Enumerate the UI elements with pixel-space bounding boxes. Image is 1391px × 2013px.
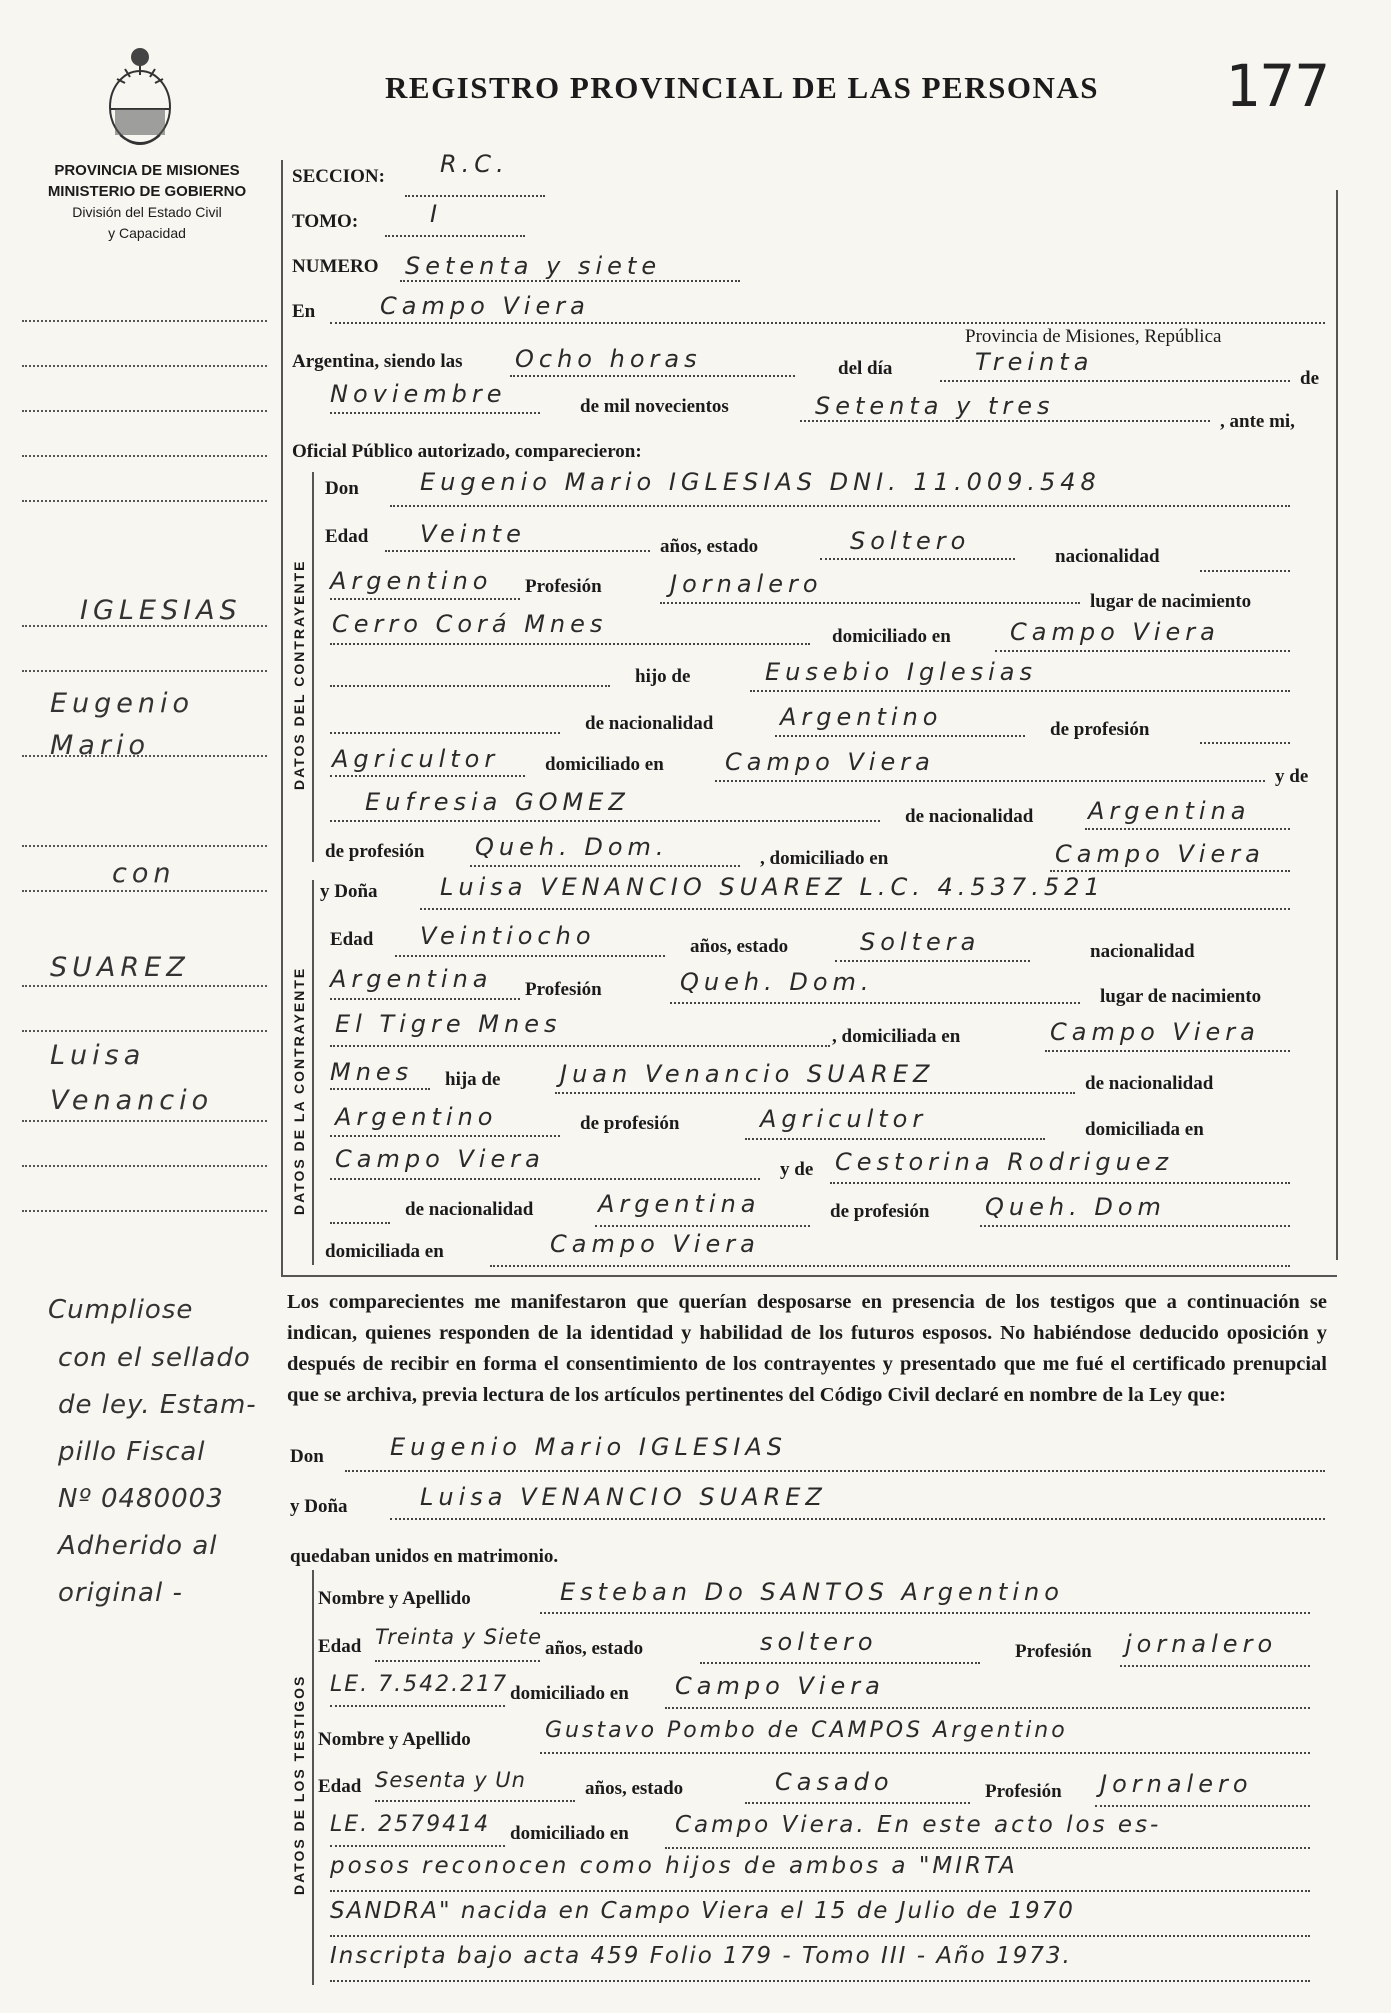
bride-lugar-label: lugar de nacimiento [1100, 986, 1262, 1007]
bride-mother-dom-value: Campo Viera [550, 1230, 760, 1258]
witness2-edad-label: Edad [318, 1776, 362, 1797]
bride-mother-prof-value: Queh. Dom [985, 1193, 1166, 1221]
final-dona-label: y Doña [290, 1496, 348, 1517]
margin-name-groom-b: Mario [50, 730, 150, 761]
numero-label: NUMERO [292, 256, 379, 277]
horas-value: Ocho horas [515, 345, 702, 373]
coat-of-arms-emblem [95, 35, 185, 155]
frame-left [281, 160, 283, 1275]
side-line [22, 890, 267, 892]
side-line [22, 365, 267, 367]
don-label: Don [325, 478, 359, 499]
capacity-label: y Capacidad [108, 225, 186, 241]
witness1-edad-value: Treinta y Siete [375, 1625, 543, 1649]
bride-estado-value: Soltera [860, 928, 981, 956]
bride-prof-label: Profesión [525, 979, 602, 1000]
en-value: Campo Viera [380, 292, 590, 320]
groom-mother-prof-value: Queh. Dom. [475, 833, 669, 861]
mes-value: Noviembre [330, 380, 507, 408]
groom-estado-label: años, estado [660, 536, 759, 557]
groom-father-dom-label: domiciliado en [545, 754, 664, 775]
bride-nac-value: Argentina [330, 965, 493, 993]
groom-mother-nac-value: Argentina [1088, 797, 1251, 825]
groom-father-nac-value: Argentino [780, 703, 943, 731]
groom-mother-prof-label: de profesión [325, 841, 425, 862]
side-line [22, 1030, 267, 1032]
side-line [22, 670, 267, 672]
witness2-dom-label: domiciliado en [510, 1823, 629, 1844]
bride-hija-label: hija de [445, 1069, 501, 1090]
bride-father-dom-label: domiciliada en [1085, 1119, 1204, 1140]
witness2-prof-label: Profesión [985, 1781, 1062, 1802]
margin-note-1: Cumpliose [48, 1295, 194, 1325]
bride-father-prof-label: de profesión [580, 1113, 680, 1134]
groom-mother-dom-value: Campo Viera [1055, 840, 1265, 868]
witness1-prof-label: Profesión [1015, 1641, 1092, 1662]
vertical-label-groom: DATOS DEL CONTRAYENTE [291, 559, 307, 790]
quedaban-label: quedaban unidos en matrimonio. [290, 1546, 559, 1567]
bride-dom-value: Campo Viera [1050, 1018, 1260, 1046]
margin-surname-bride: SUAREZ [50, 952, 190, 983]
vertical-label-bride: DATOS DE LA CONTRAYENTE [291, 966, 307, 1215]
register-title: REGISTRO PROVINCIAL DE LAS PERSONAS [385, 70, 1099, 105]
note-line-3: Inscripta bajo acta 459 Folio 179 - Tomo III - Año 1973. [330, 1943, 1072, 1969]
bracket-groom [312, 472, 314, 862]
side-line [22, 1165, 267, 1167]
folio-number: 177 [1225, 52, 1330, 120]
bride-edad-value: Veintiocho [420, 922, 596, 950]
bride-mother-prof-label: de profesión [830, 1201, 930, 1222]
witness2-estado-value: Casado [775, 1768, 894, 1796]
margin-name-bride-b: Venancio [50, 1085, 214, 1116]
dona-label: y Doña [320, 881, 378, 902]
note-line-2: SANDRA" nacida en Campo Viera el 15 de Julio de 1970 [330, 1898, 1075, 1924]
witness2-name-value: Gustavo Pombo de CAMPOS Argentino [545, 1718, 1068, 1743]
bride-dom2-value: Mnes [330, 1058, 414, 1086]
side-header [22, 160, 272, 244]
side-line [22, 985, 267, 987]
final-groom-value: Eugenio Mario IGLESIAS [390, 1433, 788, 1461]
side-line [22, 1210, 267, 1212]
ante-label: , ante mi, [1220, 411, 1295, 432]
groom-father-dom-value: Campo Viera [725, 748, 935, 776]
tomo-value: I [430, 200, 443, 228]
bride-father-dom-value: Campo Viera [335, 1145, 545, 1173]
frame-right [1336, 190, 1338, 1260]
bracket-witness [312, 1570, 314, 1985]
margin-note-2: con el sellado [58, 1343, 251, 1373]
witness2-doc-value: LE. 2579414 [330, 1812, 491, 1837]
province-label: PROVINCIA DE MISIONES [54, 162, 240, 179]
groom-hijo-label: hijo de [635, 666, 691, 687]
groom-edad-label: Edad [325, 526, 369, 547]
witness1-doc-value: LE. 7.542.217 [330, 1672, 509, 1697]
vertical-label-witnesses: DATOS DE LOS TESTIGOS [291, 1674, 307, 1895]
mil-label: de mil novecientos [580, 396, 729, 417]
note-line-1: posos reconocen como hijos de ambos a "MIRTA [330, 1853, 1018, 1879]
witness2-dom-value: Campo Viera. En este acto los es- [675, 1812, 1162, 1838]
final-bride-value: Luisa VENANCIO SUAREZ [420, 1483, 827, 1511]
seccion-label: SECCION: [292, 166, 385, 187]
groom-edad-value: Veinte [420, 520, 526, 548]
bride-y-de-label: y de [780, 1159, 814, 1180]
groom-father-prof-label: de profesión [1050, 719, 1150, 740]
margin-con: con [112, 858, 176, 889]
bride-mother-nac-label: de nacionalidad [405, 1199, 534, 1220]
margin-note-7: original - [58, 1578, 183, 1608]
margin-name-groom-a: Eugenio [50, 688, 195, 719]
bride-name-value: Luisa VENANCIO SUAREZ L.C. 4.537.521 [440, 873, 1105, 901]
groom-mother-nac-label: de nacionalidad [905, 806, 1034, 827]
witness1-dom-value: Campo Viera [675, 1672, 885, 1700]
groom-lugar-label: lugar de nacimiento [1090, 591, 1252, 612]
frame-bottom [281, 1275, 1337, 1277]
oficial-label: Oficial Público autorizado, comparecieron: [292, 441, 642, 462]
witness1-edad-label: Edad [318, 1636, 362, 1657]
bride-father-prof-value: Agricultor [760, 1105, 928, 1133]
side-line [22, 1120, 267, 1122]
ministry-label: MINISTERIO DE GOBIERNO [47, 183, 247, 200]
anio-value: Setenta y tres [815, 392, 1055, 420]
witness2-edad-value: Sesenta y Un [375, 1768, 526, 1792]
groom-prof-label: Profesión [525, 576, 602, 597]
groom-estado-value: Soltero [850, 527, 971, 555]
witness2-estado-label: años, estado [585, 1778, 684, 1799]
en-label: En [292, 301, 316, 322]
witness1-prof-value: jornalero [1125, 1630, 1278, 1658]
bride-mother-nac-value: Argentina [598, 1190, 761, 1218]
tomo-label: TOMO: [292, 211, 359, 232]
side-line [22, 455, 267, 457]
side-line [22, 320, 267, 322]
groom-nac-value: Argentino [330, 567, 493, 595]
margin-note-3: de ley. Estam- [58, 1390, 257, 1420]
provincia-label: Provincia de Misiones, República [965, 326, 1222, 347]
declaration-paragraph: Los comparecientes me manifestaron que querían desposarse en presencia de los testigos que a continuación se indican, quienes responden de la identidad y habilidad de los futuros esposos. No habiéndose deducido oposición y después de recibir en forma el consentimiento de los contrayentes y presentado que me fué el certificado prenupcial que se archiva, previa lectura de los artículos pertinentes del Código Civil declaré en nombre de la Ley que: [287, 1291, 1327, 1406]
argentina-label: Argentina, siendo las [292, 351, 463, 372]
groom-name-value: Eugenio Mario IGLESIAS DNI. 11.009.548 [420, 468, 1101, 496]
bride-mother-value: Cestorina Rodriguez [835, 1148, 1174, 1176]
numero-value: Setenta y siete [405, 252, 662, 280]
groom-father-prof-value: Agricultor [332, 745, 500, 773]
groom-father-value: Eusebio Iglesias [765, 658, 1037, 686]
del-dia-label: del día [838, 358, 893, 379]
groom-father-nac-label: de nacionalidad [585, 713, 714, 734]
groom-dom-label: domiciliado en [832, 626, 951, 647]
bride-father-value: Juan Venancio SUAREZ [560, 1060, 935, 1088]
bride-edad-label: Edad [330, 929, 374, 950]
bride-lugar-value: El Tigre Mnes [335, 1010, 562, 1038]
bride-prof-value: Queh. Dom. [680, 968, 874, 996]
margin-note-4: pillo Fiscal [58, 1437, 206, 1467]
bride-father-nac-label: de nacionalidad [1085, 1073, 1214, 1094]
final-don-label: Don [290, 1446, 324, 1467]
bride-mother-dom-label: domiciliada en [325, 1241, 444, 1262]
margin-note-6: Adherido al [58, 1531, 218, 1561]
witness1-estado-label: años, estado [545, 1638, 644, 1659]
division-label: División del Estado Civil [72, 204, 222, 220]
groom-mother-dom-label: , domiciliado en [760, 848, 889, 869]
dia-value: Treinta [975, 348, 1094, 376]
groom-dom-value: Campo Viera [1010, 618, 1220, 646]
witness1-name-label: Nombre y Apellido [318, 1588, 471, 1609]
side-line [22, 500, 267, 502]
witness1-name-value: Esteban Do SANTOS Argentino [560, 1578, 1064, 1606]
witness2-name-label: Nombre y Apellido [318, 1729, 471, 1750]
side-line [22, 845, 267, 847]
bracket-bride [312, 880, 314, 1265]
bride-estado-label: años, estado [690, 936, 789, 957]
seccion-value: R.C. [440, 150, 509, 178]
margin-note-5: Nº 0480003 [58, 1484, 224, 1514]
groom-mother-value: Eufresia GOMEZ [365, 788, 630, 816]
de-label: de [1300, 368, 1319, 389]
margin-name-bride-a: Luisa [50, 1040, 146, 1071]
groom-y-de-label: y de [1275, 766, 1309, 787]
witness1-dom-label: domiciliado en [510, 1683, 629, 1704]
groom-prof-value: Jornalero [670, 570, 823, 598]
bride-dom-label: , domiciliada en [832, 1026, 961, 1047]
side-line [22, 410, 267, 412]
groom-nac-label: nacionalidad [1055, 546, 1160, 567]
bride-nac-label: nacionalidad [1090, 941, 1195, 962]
margin-surname-groom: IGLESIAS [80, 595, 242, 626]
witness1-estado-value: soltero [760, 1628, 878, 1656]
groom-lugar-value: Cerro Corá Mnes [332, 610, 608, 638]
witness2-prof-value: Jornalero [1100, 1770, 1253, 1798]
bride-father-nac-value: Argentino [335, 1103, 498, 1131]
